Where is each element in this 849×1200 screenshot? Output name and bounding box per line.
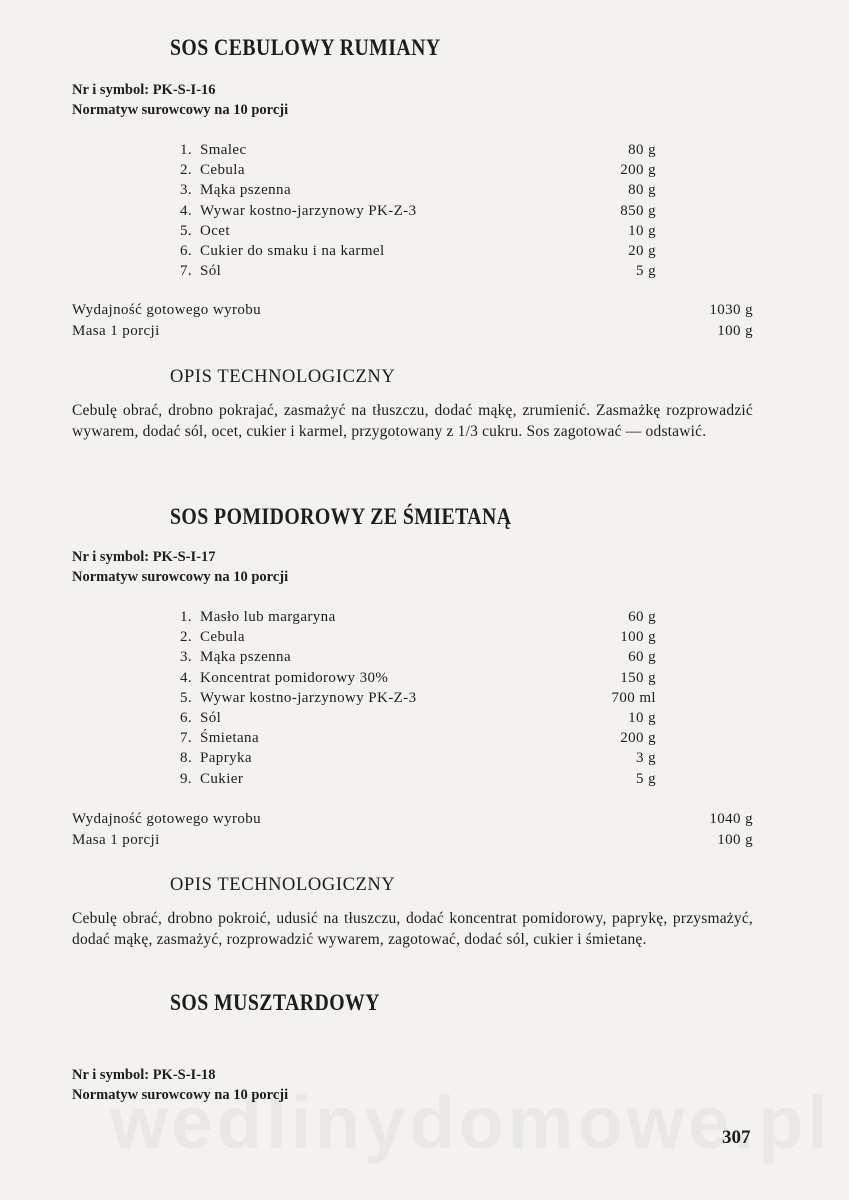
ingredient-quantity: 80 g [628,142,656,158]
ingredient-name: Koncentrat pomidorowy 30% [200,669,389,686]
ingredient-quantity: 700 ml [611,689,656,706]
portion-label: Masa 1 porcji [72,322,160,339]
ingredient-name: Sól [200,709,222,726]
ingredient-row [170,201,656,221]
recipe-meta [72,547,288,587]
ingredient-number: 7. [179,730,192,747]
opis-text: Cebulę obrać, drobno pokrajać, zasmażyć na tłuszczu, dodać mąkę, zrumienić. Zasmażkę rozprowadzić wywarem, dodać sól, ocet, cukier i karmel, przygotowany z 1/3 cukru. Sos zagotować — odstawić. [72,402,753,440]
ingredient-row [170,728,656,748]
ingredient-number: 4. [179,669,192,686]
opis-heading: OPIS TECHNOLOGICZNY [170,875,396,895]
ingredient-number: 6. [179,709,192,726]
ingredient-name-wrap [170,769,243,789]
ingredient-quantity: 60 g [628,649,656,666]
ingredient-name: Wywar kostno-jarzynowy PK-Z-3 [200,202,417,219]
ingredient-name-wrap [170,180,291,200]
ingredient-name: Cukier [200,770,244,787]
ingredient-row [170,607,656,627]
ingredient-row [170,221,656,241]
yield-label: Wydajność gotowego wyrobu [72,302,262,318]
portion-value: 100 g [717,322,753,339]
ingredient-quantity: 60 g [628,609,656,625]
portion-value: 100 g [717,831,753,848]
opis-text: Cebulę obrać, drobno pokroić, udusić na tłuszczu, dodać koncentrat pomidorowy, paprykę, przysmażyć, dodać mąkę, zasmażyć, rozprowadzić wywarem, zagotować, dodać sól, cukier i śmietanę. [72,910,753,948]
ingredient-number: 7. [179,263,192,280]
ingredient-row [170,160,656,180]
ingredient-name-wrap [170,140,247,160]
ingredient-number: 5. [179,222,192,239]
ingredient-name-wrap [170,708,221,728]
ingredient-row [170,140,656,160]
ingredient-quantity: 3 g [636,750,656,767]
ingredient-quantity: 5 g [636,770,656,787]
ingredient-name-wrap [170,261,221,281]
ingredient-quantity: 200 g [620,730,656,747]
ingredient-number: 8. [179,750,192,767]
ingredient-quantity: 10 g [628,709,656,726]
ingredient-quantity: 150 g [620,669,656,686]
ingredient-name-wrap [170,688,416,708]
yield-block [72,809,753,850]
ingredient-row [170,668,656,688]
ingredient-number: 1. [179,609,192,625]
ingredient-name-wrap [170,728,259,748]
recipe-meta [72,80,288,120]
yield-value: 1030 g [709,302,753,318]
ingredient-name-wrap [170,160,245,180]
ingredient-row [170,748,656,768]
ingredient-name: Smalec [200,142,247,158]
ingredient-number: 3. [179,182,192,199]
ingredient-name-wrap [170,668,388,688]
recipe-symbol: Nr i symbol: PK-S-I-16 [72,82,216,98]
ingredient-list [170,607,656,789]
ingredient-row [170,261,656,281]
recipe-meta [72,1065,288,1105]
ingredient-row [170,627,656,647]
ingredient-number: 3. [179,649,192,666]
ingredient-number: 9. [179,770,192,787]
page-number: 307 [722,1127,751,1148]
recipe-title: SOS MUSZTARDOWY [170,990,380,1015]
ingredient-name: Sól [200,263,222,280]
recipe-title: SOS CEBULOWY RUMIANY [170,35,441,60]
recipe-norm: Normatyw surowcowy na 10 porcji [72,569,289,585]
ingredient-name-wrap [170,201,416,221]
ingredient-list [170,140,656,281]
recipe-symbol: Nr i symbol: PK-S-I-17 [72,549,216,565]
ingredient-name-wrap [170,607,336,627]
ingredient-quantity: 200 g [620,162,656,179]
recipe-title: SOS POMIDOROWY ZE ŚMIETANĄ [170,504,512,529]
ingredient-name: Śmietana [200,730,260,747]
ingredient-row [170,647,656,667]
ingredient-number: 6. [179,242,192,259]
ingredient-quantity: 10 g [628,222,656,239]
ingredient-name-wrap [170,241,385,261]
yield-label: Wydajność gotowego wyrobu [72,811,262,827]
ingredient-quantity: 80 g [628,182,656,199]
ingredient-name: Cebula [200,162,245,179]
ingredient-number: 4. [179,202,192,219]
ingredient-quantity: 850 g [620,202,656,219]
ingredient-number: 2. [179,162,192,179]
yield-block [72,300,753,341]
portion-label: Masa 1 porcji [72,831,160,848]
ingredient-quantity: 20 g [628,242,656,259]
opis-heading: OPIS TECHNOLOGICZNY [170,367,396,387]
ingredient-name: Cebula [200,629,245,646]
ingredient-name: Ocet [200,222,230,239]
recipe-norm: Normatyw surowcowy na 10 porcji [72,102,289,118]
ingredient-name: Cukier do smaku i na karmel [200,242,385,259]
ingredient-number: 2. [179,629,192,646]
ingredient-row [170,708,656,728]
ingredient-name-wrap [170,221,230,241]
ingredient-quantity: 100 g [620,629,656,646]
recipe-symbol: Nr i symbol: PK-S-I-18 [72,1067,216,1083]
ingredient-name: Mąka pszenna [200,182,292,199]
ingredient-row [170,769,656,789]
yield-value: 1040 g [709,811,753,827]
ingredient-name-wrap [170,647,291,667]
ingredient-row [170,180,656,200]
recipe-norm: Normatyw surowcowy na 10 porcji [72,1087,289,1103]
ingredient-row [170,241,656,261]
ingredient-name: Wywar kostno-jarzynowy PK-Z-3 [200,689,417,706]
ingredient-number: 1. [179,142,192,158]
ingredient-name: Mąka pszenna [200,649,292,666]
ingredient-name: Papryka [200,750,252,767]
ingredient-quantity: 5 g [636,263,656,280]
ingredient-name-wrap [170,748,252,768]
ingredient-number: 5. [179,689,192,706]
ingredient-name: Masło lub margaryna [200,609,336,625]
ingredient-row [170,688,656,708]
ingredient-name-wrap [170,627,245,647]
